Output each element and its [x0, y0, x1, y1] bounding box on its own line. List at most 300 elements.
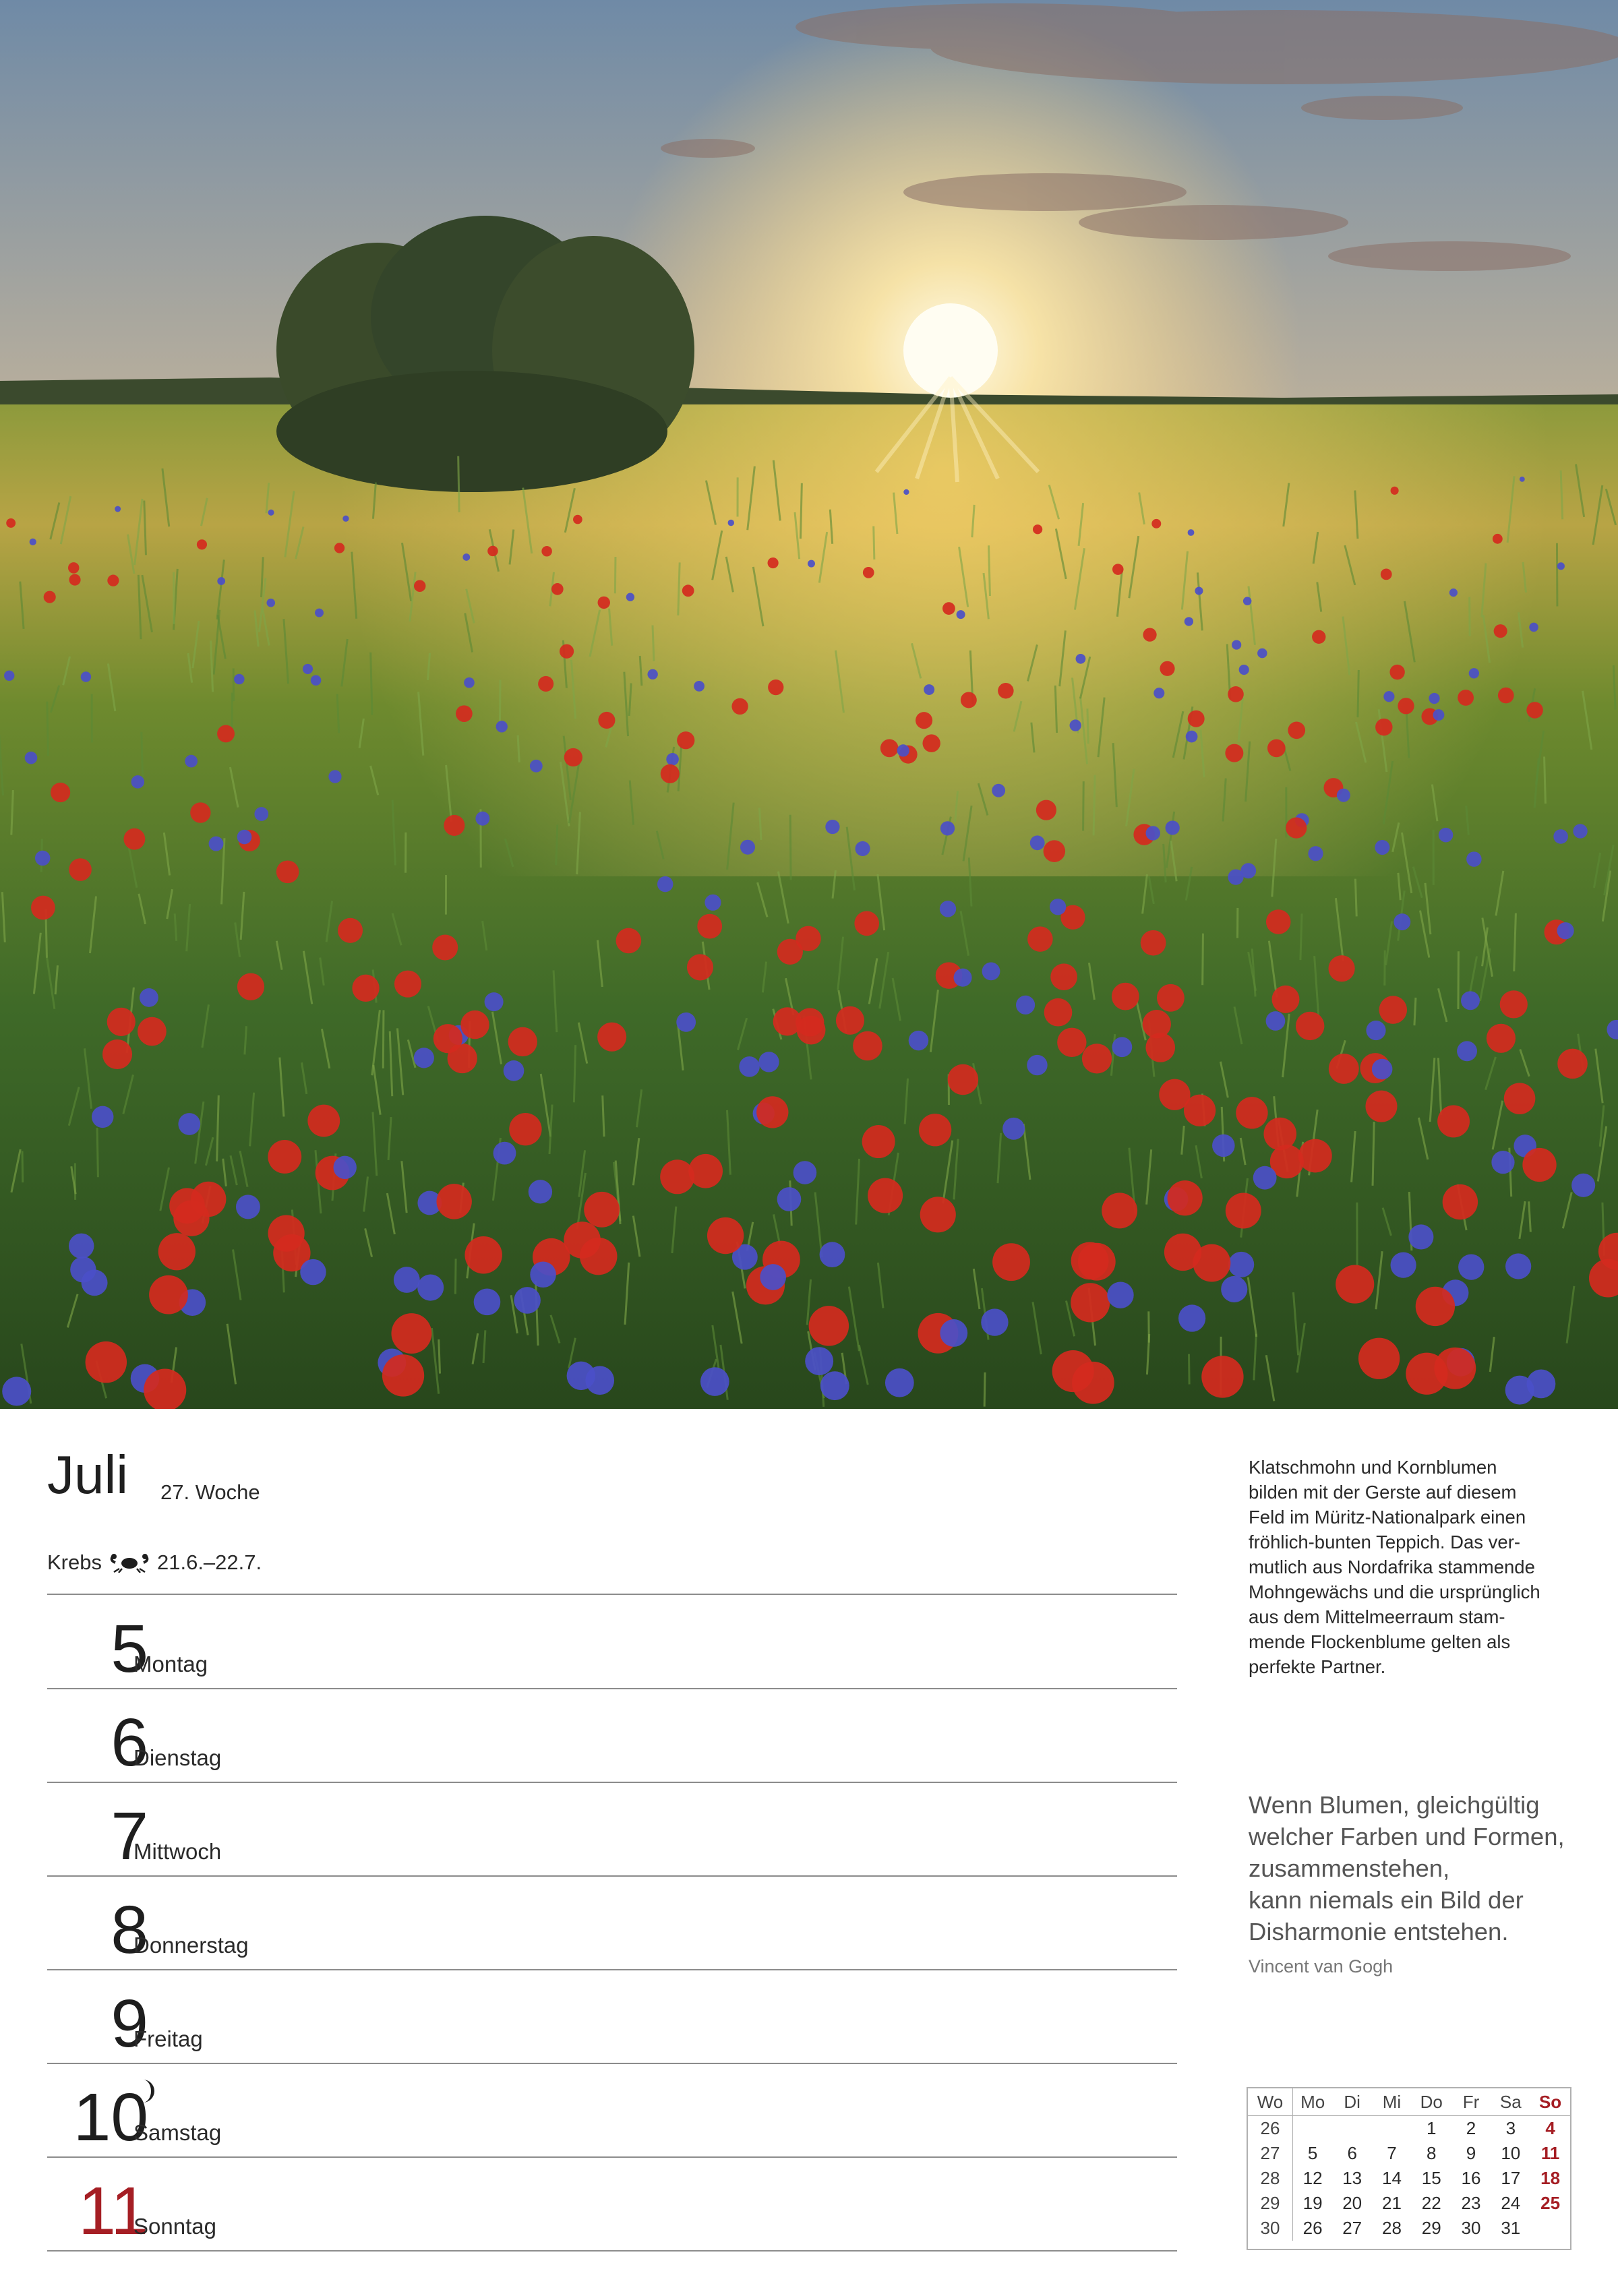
grass-stroke [97, 1128, 98, 1177]
mini-calendar-week-number: 27 [1248, 2141, 1293, 2166]
poppy-flower [809, 1306, 849, 1346]
poppy-flower [1296, 1012, 1324, 1040]
cornflower [268, 510, 274, 516]
mini-calendar-day: 30 [1461, 2218, 1481, 2238]
mini-calendar-day: 10 [1501, 2143, 1521, 2163]
day-row[interactable] [47, 1689, 1177, 1783]
cornflower [485, 992, 504, 1011]
poppy-flower [352, 975, 379, 1002]
cornflower [1112, 1037, 1133, 1057]
cornflower [856, 841, 870, 856]
grass-stroke [383, 1010, 384, 1068]
cornflower [1557, 562, 1565, 570]
mini-calendar-day: 31 [1501, 2218, 1521, 2238]
cornflower [1030, 835, 1045, 850]
cornflower [311, 675, 322, 686]
poppy-flower [863, 567, 874, 578]
poppy-flower [1398, 698, 1414, 714]
cornflower [1027, 1055, 1047, 1075]
cornflower [464, 677, 475, 688]
poppy-flower [777, 939, 803, 965]
mini-calendar-header-cell: So [1530, 2088, 1570, 2116]
poppy-flower [1504, 1083, 1536, 1114]
mini-calendar-week-number: 29 [1248, 2191, 1293, 2216]
mini-calendar-day: 5 [1307, 2143, 1318, 2163]
poppy-flower [1458, 690, 1474, 706]
cornflower [328, 770, 341, 783]
poppy-flower [1500, 990, 1528, 1018]
cornflower [1457, 1041, 1477, 1061]
zodiac-range: 21.6.–22.7. [156, 1550, 262, 1574]
cornflower [924, 684, 934, 695]
day-row[interactable] [47, 1595, 1177, 1689]
mini-calendar-day: 16 [1461, 2168, 1481, 2188]
poppy-flower [616, 928, 642, 954]
poppy-flower [1078, 1243, 1116, 1281]
poppy-flower [1487, 1024, 1516, 1053]
mini-calendar-day: 18 [1540, 2168, 1561, 2188]
cornflower [777, 1187, 802, 1211]
cornflower [394, 1267, 420, 1293]
poppy-flower [69, 574, 80, 586]
day-name: Dienstag [133, 1745, 222, 1770]
grass-stroke [1087, 708, 1088, 744]
poppy-flower [580, 1238, 618, 1275]
mini-calendar-day [1293, 2116, 1333, 2142]
poppy-flower [998, 683, 1013, 698]
tree-shape [276, 216, 694, 492]
poppy-flower [992, 1243, 1030, 1281]
cornflower [504, 1060, 525, 1081]
mini-calendar-day: 2 [1466, 2118, 1476, 2138]
poppy-flower [682, 584, 694, 597]
cornflower [700, 1367, 729, 1396]
caption-line: fröhlich-bunten Teppich. Das ver- [1249, 1532, 1521, 1552]
cornflower [1308, 846, 1323, 861]
cornflower [825, 820, 839, 834]
cornflower [92, 1106, 113, 1128]
caption-line: perfekte Partner. [1249, 1656, 1386, 1677]
cornflower [1243, 597, 1251, 605]
mini-calendar-day: 6 [1347, 2143, 1357, 2163]
cornflower [1188, 529, 1195, 536]
quote-line: zusammenstehen, [1249, 1854, 1450, 1882]
cornflower [793, 1161, 817, 1184]
poppy-flower [853, 1031, 882, 1061]
poppy-flower [1151, 519, 1161, 528]
mini-calendar-week-number: 26 [1248, 2116, 1293, 2142]
mini-calendar-week-number: 30 [1248, 2216, 1293, 2241]
cornflower [740, 840, 755, 855]
poppy-flower [961, 692, 977, 708]
mini-calendar-day: 20 [1342, 2193, 1362, 2213]
poppy-flower [922, 734, 940, 752]
grass-stroke [22, 1151, 23, 1183]
poppy-flower [1298, 1139, 1332, 1173]
poppy-flower [1188, 711, 1205, 727]
cornflower [1520, 477, 1525, 482]
poppy-flower [334, 543, 344, 553]
day-number: 9 [111, 1986, 148, 2061]
cornflower [1429, 693, 1439, 704]
poppy-flower [773, 1007, 802, 1035]
poppy-flower [942, 602, 955, 615]
poppy-flower [509, 1113, 541, 1145]
poppy-flower [1071, 1283, 1110, 1322]
cornflower [529, 1180, 552, 1203]
quote-line: kann niemals ein Bild der [1249, 1886, 1524, 1914]
poppy-flower [102, 1039, 132, 1069]
cornflower [1366, 1021, 1385, 1040]
day-name: Freitag [133, 2026, 203, 2051]
cornflower [530, 760, 543, 773]
poppy-flower [598, 712, 615, 729]
cornflower [1469, 668, 1479, 678]
mini-calendar-day [1332, 2116, 1372, 2142]
day-name: Mittwoch [133, 1839, 222, 1864]
cornflower [992, 784, 1005, 797]
cornflower [1212, 1135, 1235, 1157]
poppy-flower [1143, 1010, 1171, 1038]
cornflower [1571, 1174, 1595, 1197]
grass-stroke [1093, 775, 1095, 836]
grass-stroke [1373, 1122, 1374, 1186]
cornflower [909, 1031, 929, 1051]
cornflower [885, 1368, 914, 1397]
cornflower [666, 753, 679, 766]
poppy-flower [444, 815, 465, 836]
cornflower [1228, 1252, 1254, 1277]
cornflower [81, 671, 91, 682]
mini-calendar-header-cell: Mo [1293, 2088, 1333, 2116]
poppy-flower [1391, 487, 1399, 495]
day-name: Montag [133, 1652, 208, 1676]
mini-calendar-header-cell: Wo [1248, 2088, 1293, 2116]
cornflower [1185, 617, 1193, 626]
caption-line: Mohngewächs und die ursprünglich [1249, 1581, 1540, 1602]
poppy-flower [1102, 1192, 1137, 1228]
mini-calendar-week-row [1248, 2141, 1570, 2166]
mini-calendar-day: 17 [1501, 2168, 1521, 2188]
poppy-flower [276, 860, 299, 883]
poppy-flower [661, 764, 680, 783]
mini-calendar-day [1372, 2116, 1412, 2142]
poppy-flower [1033, 524, 1042, 534]
poppy-flower [158, 1233, 196, 1270]
poppy-flower [1272, 986, 1300, 1013]
cornflower [315, 609, 324, 617]
poppy-flower [1044, 998, 1073, 1027]
caption-line: Feld im Müritz-Nationalpark einen [1249, 1507, 1526, 1528]
day-row[interactable] [47, 1876, 1177, 1970]
poppy-flower [1494, 624, 1507, 638]
poppy-flower [1201, 1356, 1243, 1397]
cornflower [1375, 840, 1389, 855]
cornflower [1372, 1059, 1393, 1080]
mini-calendar-day: 12 [1302, 2168, 1323, 2188]
poppy-flower [1443, 1184, 1478, 1219]
cornflower [982, 962, 1000, 980]
poppy-flower [123, 828, 145, 850]
mini-calendar-day: 15 [1421, 2168, 1441, 2188]
cornflower [417, 1275, 444, 1301]
cornflower [1221, 1276, 1247, 1302]
poppy-flower [836, 1006, 864, 1035]
cornflower [953, 969, 971, 987]
mini-calendar-day: 27 [1342, 2218, 1362, 2238]
poppy-flower [433, 1024, 462, 1053]
mini-calendar-day: 19 [1302, 2193, 1323, 2213]
poppy-flower [1160, 661, 1174, 676]
poppy-flower [1557, 1049, 1588, 1079]
moon-phase-icon [140, 2078, 158, 2104]
poppy-flower [560, 644, 574, 659]
poppy-flower [268, 1215, 305, 1252]
poppy-flower [391, 1313, 431, 1354]
mini-calendar-header-cell: Fr [1451, 2088, 1491, 2116]
cornflower [300, 1259, 326, 1285]
cornflower [1391, 1252, 1416, 1278]
cornflower [1050, 899, 1066, 915]
cornflower [414, 1048, 434, 1068]
cornflower [940, 1319, 967, 1347]
day-row[interactable] [47, 1970, 1177, 2064]
poppy-flower [1358, 1338, 1400, 1379]
poppy-flower [338, 918, 363, 943]
cornflower [940, 821, 955, 835]
cornflower [514, 1287, 541, 1314]
poppy-flower [868, 1178, 903, 1213]
poppy-flower [1312, 630, 1325, 644]
cornflower [1439, 828, 1454, 843]
poppy-flower [51, 783, 70, 802]
poppy-flower [86, 1341, 127, 1383]
poppy-flower [1157, 984, 1185, 1012]
mini-calendar-header [1248, 2088, 1570, 2116]
mini-calendar-day: 1 [1427, 2118, 1437, 2138]
poppy-flower [456, 705, 473, 722]
poppy-flower [1143, 628, 1156, 642]
cornflower [647, 669, 657, 679]
poppy-flower [1498, 688, 1514, 704]
poppy-flower [217, 725, 235, 743]
day-number: 8 [111, 1892, 148, 1968]
poppy-flower [1044, 840, 1066, 862]
cornflower [657, 876, 673, 892]
mini-calendar-header-cell: Mi [1372, 2088, 1412, 2116]
poppy-flower [465, 1236, 502, 1273]
cornflower [303, 664, 313, 674]
cornflower [1433, 709, 1444, 721]
mini-calendar [1247, 2087, 1571, 2250]
cornflower [474, 1289, 501, 1316]
poppy-flower [1329, 1054, 1359, 1084]
caption-line: bilden mit der Gerste auf diesem [1249, 1482, 1517, 1503]
mini-calendar-table [1248, 2088, 1570, 2241]
poppy-flower [920, 1197, 956, 1232]
cornflower [266, 599, 275, 607]
day-row[interactable] [47, 1782, 1177, 1877]
quote-line: Wenn Blumen, gleichgültig [1249, 1791, 1540, 1819]
cornflower [333, 1156, 356, 1179]
poppy-flower [597, 1023, 626, 1052]
poppy-flower [598, 597, 610, 609]
poppy-flower [432, 935, 458, 961]
poppy-flower [382, 1354, 424, 1396]
cornflower [69, 1234, 94, 1259]
cornflower [1573, 824, 1587, 838]
poppy-flower [414, 580, 425, 592]
mini-calendar-week-row [1248, 2191, 1570, 2216]
poppy-flower [916, 712, 932, 729]
mini-calendar-day: 23 [1461, 2193, 1481, 2213]
grass-stroke [790, 815, 791, 880]
cornflower [115, 506, 121, 512]
cornflower [234, 674, 245, 685]
caption-line: Klatschmohn und Kornblumen [1249, 1457, 1497, 1478]
poppy-flower [1288, 721, 1305, 739]
grass-stroke [458, 456, 459, 512]
cornflower [676, 1013, 696, 1032]
mini-calendar-week-row [1248, 2216, 1570, 2241]
mini-calendar-day: 24 [1501, 2193, 1521, 2213]
cornflower [342, 516, 349, 522]
poppy-flower [862, 1125, 895, 1158]
mini-calendar-day: 28 [1381, 2218, 1402, 2238]
cornflower [1239, 665, 1249, 675]
month-title: Juli [47, 1445, 129, 1505]
poppy-flower [564, 748, 582, 766]
grass-stroke [1300, 913, 1302, 960]
cornflower [1491, 1151, 1514, 1174]
poppy-flower [768, 557, 779, 568]
mini-calendar-day: 8 [1427, 2143, 1437, 2163]
poppy-flower [1336, 1265, 1374, 1304]
cornflower [1195, 586, 1203, 595]
quote-line: welcher Farben und Formen, [1249, 1823, 1565, 1850]
cornflower [1002, 1118, 1025, 1140]
cornflower [209, 837, 224, 851]
cornflower [1383, 691, 1394, 702]
zodiac-name: Krebs [47, 1550, 102, 1574]
cornflower [1186, 731, 1198, 743]
cornflower [2, 1377, 31, 1406]
cornflower [70, 1257, 96, 1282]
poppy-flower [460, 1010, 489, 1039]
cornflower [705, 895, 721, 911]
cornflower [1146, 826, 1160, 840]
poppy-flower [487, 546, 498, 556]
day-number: 7 [111, 1799, 148, 1874]
mini-calendar-day: 7 [1387, 2143, 1397, 2163]
poppy-flower [1236, 1097, 1267, 1128]
day-number: 5 [111, 1611, 148, 1687]
poppy-flower [190, 802, 210, 822]
cornflower [1178, 1304, 1205, 1331]
poppy-flower [44, 591, 56, 603]
mini-calendar-day: 4 [1545, 2118, 1555, 2138]
poppy-flower [1286, 818, 1307, 839]
poppy-flower [68, 562, 79, 573]
poppy-flower [1159, 1079, 1190, 1110]
poppy-flower [677, 731, 694, 749]
poppy-flower [107, 575, 119, 586]
cornflower [957, 610, 965, 619]
cornflower [1257, 648, 1267, 659]
cornflower [981, 1308, 1008, 1335]
poppy-flower [919, 1114, 951, 1146]
poppy-flower [69, 858, 92, 881]
grass-stroke [1414, 998, 1416, 1025]
mini-calendar-header-cell: Do [1412, 2088, 1451, 2116]
cornflower [496, 721, 508, 732]
mini-calendar-day: 22 [1421, 2193, 1441, 2213]
poppy-flower [854, 911, 879, 936]
poppy-flower [541, 546, 552, 557]
grass-stroke [615, 557, 616, 593]
poppy-flower [1164, 1234, 1201, 1271]
zodiac-info [47, 1550, 262, 1575]
mini-calendar-week-row [1248, 2166, 1570, 2191]
week-number: 27. Woche [160, 1480, 260, 1504]
poppy-flower [1225, 744, 1243, 762]
mini-calendar-day: 13 [1342, 2168, 1362, 2188]
cornflower [1016, 996, 1035, 1015]
poppy-flower [573, 515, 582, 524]
mini-calendar-day: 3 [1505, 2118, 1516, 2138]
poppy-flower [1226, 1193, 1261, 1229]
poppy-flower [538, 676, 553, 692]
poppy-flower [1112, 983, 1139, 1010]
cornflower [820, 1242, 845, 1267]
poppy-flower [768, 679, 783, 695]
crab-icon [109, 1552, 150, 1573]
cornflower [475, 812, 489, 826]
cornflower [1337, 789, 1350, 802]
poppy-flower [1027, 926, 1053, 952]
cornflower [626, 593, 634, 601]
poppy-flower [1112, 564, 1124, 575]
quote-author: Vincent van Gogh [1249, 1956, 1394, 1976]
cornflower [1461, 991, 1480, 1010]
cornflower [805, 1347, 833, 1375]
mini-calendar-day: 21 [1381, 2193, 1402, 2213]
poppy-flower [237, 973, 264, 1000]
cornflower [728, 520, 734, 526]
caption-line: mutlich aus Nordafrika stammende [1249, 1557, 1535, 1577]
cornflower [1553, 829, 1568, 844]
cornflower [236, 1195, 260, 1219]
poppy-flower [268, 1140, 301, 1174]
cornflower [1253, 1166, 1277, 1190]
poppy-flower [436, 1184, 471, 1219]
mini-calendar-week-number: 28 [1248, 2166, 1293, 2191]
caption-line: mende Flockenblume gelten als [1249, 1631, 1511, 1652]
poppy-flower [688, 1154, 723, 1188]
poppy-flower [1057, 1028, 1086, 1057]
cornflower [1557, 922, 1574, 939]
poppy-flower [1228, 686, 1244, 702]
cornflower [178, 1113, 200, 1135]
grass-stroke [800, 483, 802, 539]
cornflower [131, 775, 144, 788]
day-row[interactable] [47, 2157, 1177, 2252]
day-name: Sonntag [133, 2214, 216, 2239]
cornflower [1076, 654, 1086, 664]
day-row[interactable] [47, 2063, 1177, 2158]
grass-stroke [1355, 879, 1356, 917]
cornflower [30, 539, 36, 545]
